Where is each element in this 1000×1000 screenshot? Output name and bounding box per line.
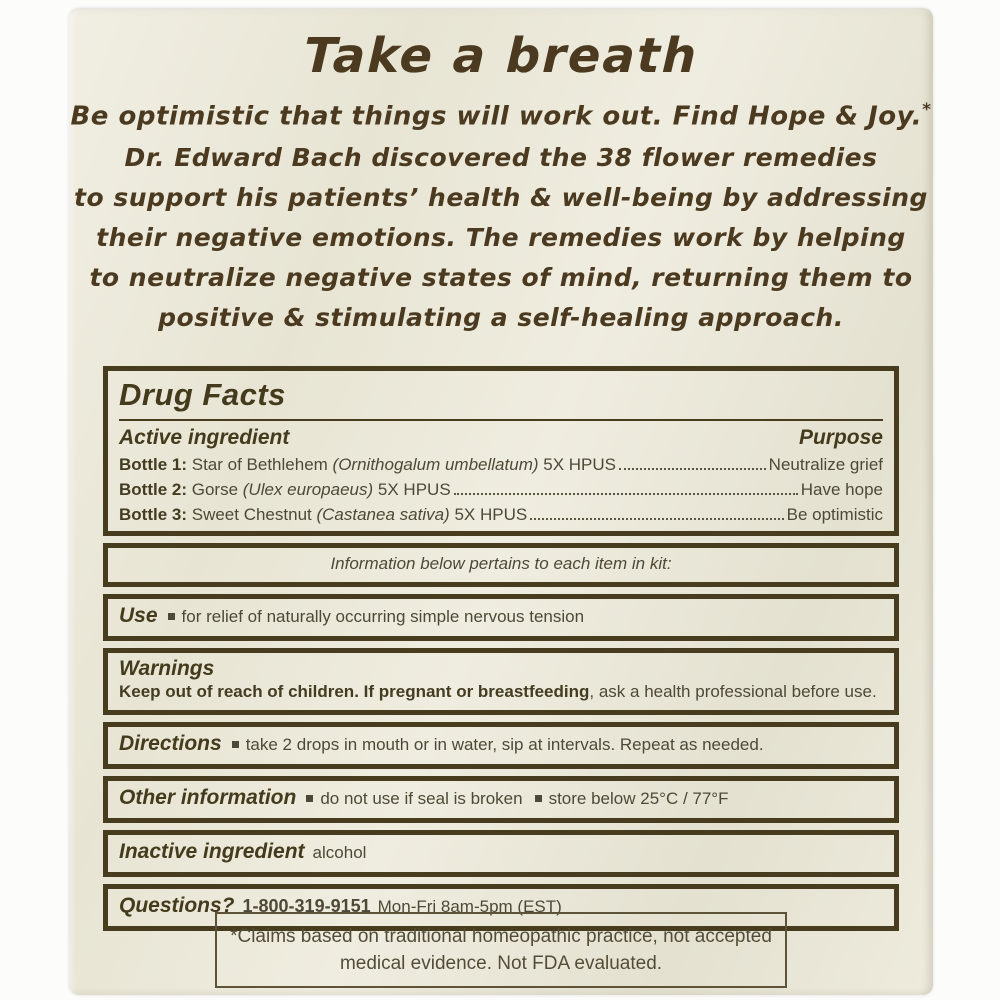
ingredient-name: Sweet Chestnut	[191, 505, 312, 524]
square-bullet-icon	[306, 795, 313, 802]
questions-hours: Mon-Fri 8am-5pm (EST)	[377, 897, 562, 916]
square-bullet-icon	[535, 795, 542, 802]
inactive-ingredient-row	[119, 837, 883, 868]
ingredient-purpose: Neutralize grief	[768, 455, 883, 474]
square-bullet-icon	[168, 613, 175, 620]
tagline-asterisk: *	[922, 100, 932, 120]
inactive-ingredient-heading: Inactive ingredient	[119, 840, 305, 863]
ingredient-latin-name: (Castanea sativa)	[316, 505, 450, 524]
warnings-heading: Warnings	[119, 657, 215, 680]
drug-facts-title: Drug Facts	[119, 377, 286, 412]
kit-note-text: Information below pertains to each item in kit:	[330, 554, 672, 573]
directions-heading: Directions	[119, 732, 222, 755]
warnings-box	[103, 648, 899, 715]
dotted-leader	[530, 518, 783, 520]
use-box	[103, 594, 899, 641]
ingredient-purpose: Have hope	[800, 480, 883, 499]
drug-facts-panel	[103, 366, 899, 931]
description-line: their negative emotions. The remedies work by helping	[96, 222, 906, 252]
directions-box	[103, 722, 899, 769]
ingredient-latin-name: (Ornithogalum umbellatum)	[332, 455, 539, 474]
other-information-item: do not use if seal is broken	[320, 789, 523, 808]
questions-heading: Questions?	[119, 894, 235, 917]
ingredient-name: Gorse	[191, 480, 239, 499]
bottle-label: Bottle 1:	[119, 455, 187, 474]
ingredient-text	[119, 502, 527, 527]
product-tagline	[69, 100, 933, 132]
ingredient-potency: 5X HPUS	[454, 505, 528, 524]
bottle-label: Bottle 3:	[119, 505, 187, 524]
ingredient-potency: 5X HPUS	[377, 480, 451, 499]
square-bullet-icon	[232, 741, 239, 748]
other-information-box	[103, 776, 899, 823]
drug-facts-main-box	[103, 366, 899, 536]
use-text: for relief of naturally occurring simple nervous tension	[181, 607, 585, 626]
warnings-text	[119, 681, 883, 706]
description-line: positive & stimulating a self-healing approach.	[158, 302, 844, 332]
inactive-ingredient-box	[103, 830, 899, 877]
ingredient-potency: 5X HPUS	[543, 455, 616, 474]
dotted-leader	[454, 493, 798, 495]
bottle-label: Bottle 2:	[119, 480, 187, 499]
ingredient-row	[119, 477, 883, 502]
warnings-bold-text: Keep out of reach of children. If pregnant or breastfeeding	[119, 682, 590, 701]
other-information-item: store below 25°C / 77°F	[548, 789, 729, 808]
questions-phone-number: 1-800-319-9151	[242, 896, 371, 916]
ingredient-text	[119, 452, 616, 477]
directions-row	[119, 729, 883, 760]
kit-note-box	[103, 543, 899, 587]
ingredient-name: Star of Bethlehem	[191, 455, 328, 474]
directions-text: take 2 drops in mouth or in water, sip at intervals. Repeat as needed.	[245, 735, 764, 754]
divider	[119, 419, 883, 421]
ingredient-purpose: Be optimistic	[786, 505, 883, 524]
product-title: Take a breath	[302, 28, 700, 84]
description-line: Dr. Edward Bach discovered the 38 flower remedies	[124, 142, 878, 172]
use-row	[119, 601, 883, 632]
purpose-heading: Purpose	[798, 426, 883, 449]
other-information-heading: Other information	[119, 786, 297, 809]
other-information-row	[119, 783, 883, 814]
ingredient-row	[119, 452, 883, 477]
claims-footnote: *Claims based on traditional homeopathic practice, not accepted medical evidence. Not FDA evaluated.	[215, 912, 787, 988]
inactive-ingredient-text: alcohol	[312, 843, 367, 862]
use-heading: Use	[119, 604, 158, 627]
product-description	[69, 138, 933, 338]
active-ingredient-header-row	[119, 423, 883, 452]
description-line: to support his patients’ health & well-being by addressing	[74, 182, 928, 212]
ingredient-row	[119, 502, 883, 527]
warnings-regular-text: , ask a health professional before use.	[589, 682, 877, 701]
description-line: to neutralize negative states of mind, returning them to	[89, 262, 913, 292]
ingredient-text	[119, 477, 451, 502]
active-ingredient-heading: Active ingredient	[119, 426, 290, 449]
dotted-leader	[619, 468, 766, 470]
product-package-back-panel	[69, 8, 933, 995]
ingredient-latin-name: (Ulex europaeus)	[242, 480, 374, 499]
tagline-text: Be optimistic that things will work out. Find Hope & Joy.	[70, 101, 923, 132]
